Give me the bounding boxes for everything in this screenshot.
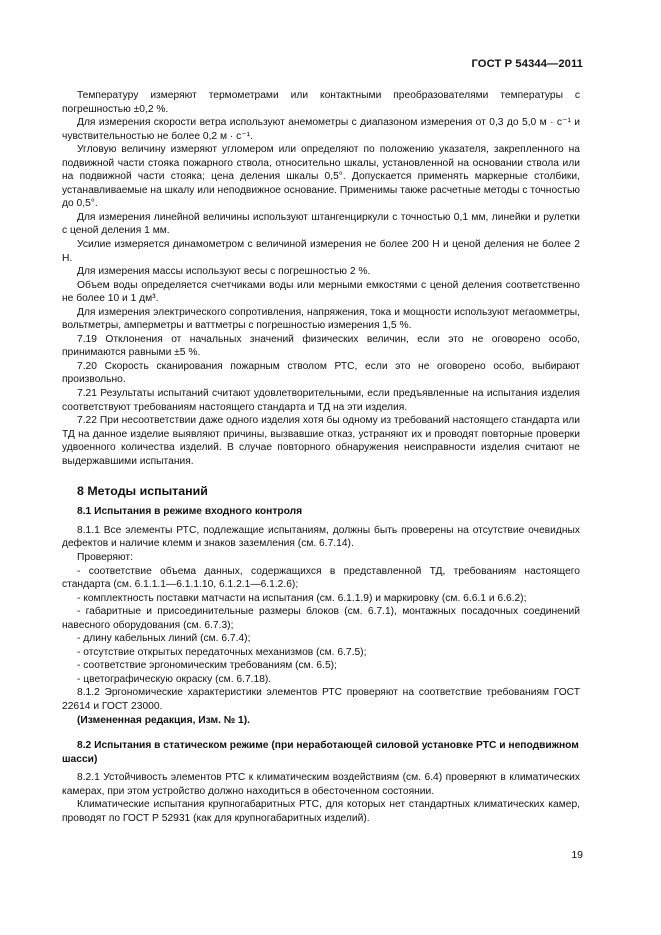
- paragraph: 7.20 Скорость сканирования пожарным стволом РТС, если это не оговорено особо, выбирают произвольно.: [62, 360, 580, 386]
- paragraph: Для измерения массы используют весы с погрешностью 2 %.: [77, 266, 371, 278]
- paragraph: Для измерения электрического сопротивления, напряжения, тока и мощности используют мегаомметры, вольтметры, амперметры и ваттметры с погрешностью измерения 1,5 %.: [62, 306, 580, 332]
- list-item: - длину кабельных линий (см. 6.7.4);: [77, 633, 251, 645]
- paragraph: Климатические испытания крупногабаритных РТС, для которых нет стандартных климатических камер, проводят по ГОСТ Р 52931 (как для крупногабаритных изделий).: [62, 799, 580, 824]
- list-item: - отсутствие открытых передаточных механизмов (см. 6.7.5);: [77, 646, 367, 658]
- paragraph: Для измерения линейной величины используют штангенциркули с точностью 0,1 мм, линейки и рулетки с ценой деления 1 мм.: [62, 211, 580, 237]
- paragraph: Угловую величину измеряют угломером или определяют по положению указателя, закрепленного на подвижной части стояка пожарного ствола, относительно шкалы, установленной на основании ствола или на подвижной части стояка; цена деления шкалы 0,5°. Допускается применять маркерные столбики, устанавливаемые на шкалу или неподвижное основание. Применимы также расчетные методы с точностью до 0,5°.: [62, 144, 580, 210]
- paragraph: 8.1.2 Эргономические характеристики элементов РТС проверяют на соответствие требованиям ГОСТ 22614 и ГОСТ 23000.: [62, 687, 580, 712]
- paragraph: 7.19 Отклонения от начальных значений физических величин, если это не оговорено особо, принимаются равными ±5 %.: [62, 333, 580, 359]
- list-item: - комплектность поставки матчасти на испытания (см. 6.1.1.9) и маркировку (см. 6.6.1 и 6.6.2);: [77, 592, 527, 604]
- paragraph: Усилие измеряется динамометром с величиной измерения не более 200 Н и ценой деления не более 2 Н.: [62, 239, 580, 264]
- amendment-note: (Измененная редакция, Изм. № 1).: [77, 714, 251, 726]
- subsection-heading: 8.1 Испытания в режиме входного контроля: [77, 506, 303, 518]
- list-item: - соответствие эргономическим требованиям (см. 6.5);: [77, 660, 337, 672]
- document-body: [62, 89, 580, 825]
- paragraph: Температуру измеряют термометрами или контактными преобразователями температуры с погрешностью ±0,2 %.: [62, 90, 580, 115]
- document-header: ГОСТ Р 54344—2011: [471, 58, 583, 70]
- paragraph: Объем воды определяется счетчиками воды или мерными емкостями с ценой деления соответственно не более 10 и 1 дм³.: [62, 279, 580, 305]
- list-item: - соответствие объема данных, содержащихся в представленной ТД, требованиям настоящего стандарта (см. 6.1.1.1—6.1.1.10, 6.1.2.1—6.1.2.6);: [62, 565, 580, 591]
- paragraph: Проверяют:: [77, 551, 133, 563]
- list-item: - габаритные и присоединительные размеры блоков (см. 6.7.1), монтажных посадочных соединений навесного оборудования (см. 6.7.3);: [62, 606, 580, 631]
- paragraph: 7.22 При несоответствии даже одного изделия хотя бы одному из требований настоящего стандарта или ТД на данное изделие выявляют причины, вызвавшие отказ, устраняют их и проводят повторные проверки удвоенного количества изделий. В случае повторного обнаружения неисправности изделия считают не выдержавшими испытания.: [62, 415, 580, 467]
- list-item: - цветографическую окраску (см. 6.7.18).: [77, 673, 272, 685]
- subsection-heading: 8.2 Испытания в статическом режиме (при неработающей силовой установке РТС и неподвижном шасси): [62, 740, 579, 765]
- spacer: [62, 727, 580, 733]
- paragraph: 8.1.1 Все элементы РТС, подлежащие испытаниям, должны быть проверены на отсутствие очевидных дефектов и наличие клемм и знаков заземления (см. 6.7.14).: [62, 524, 580, 550]
- paragraph: 7.21 Результаты испытаний считают удовлетворительными, если предъявленные на испытания изделия соответствуют требованиям настоящего стандарта и ТД на эти изделия.: [62, 388, 580, 413]
- paragraph: 8.2.1 Устойчивость элементов РТС к климатическим воздействиям (см. 6.4) проверяют в климатических камерах, при этом устройство должно находиться в обесточенном состоянии.: [62, 772, 580, 797]
- paragraph: Для измерения скорости ветра используют анемометры с диапазоном измерения от 0,3 до 5,0 м · с⁻¹ и чувствительностью не более 0,2 м · с⁻¹.: [62, 117, 580, 142]
- section-heading: 8 Методы испытаний: [77, 484, 208, 499]
- page-number: 19: [571, 849, 583, 861]
